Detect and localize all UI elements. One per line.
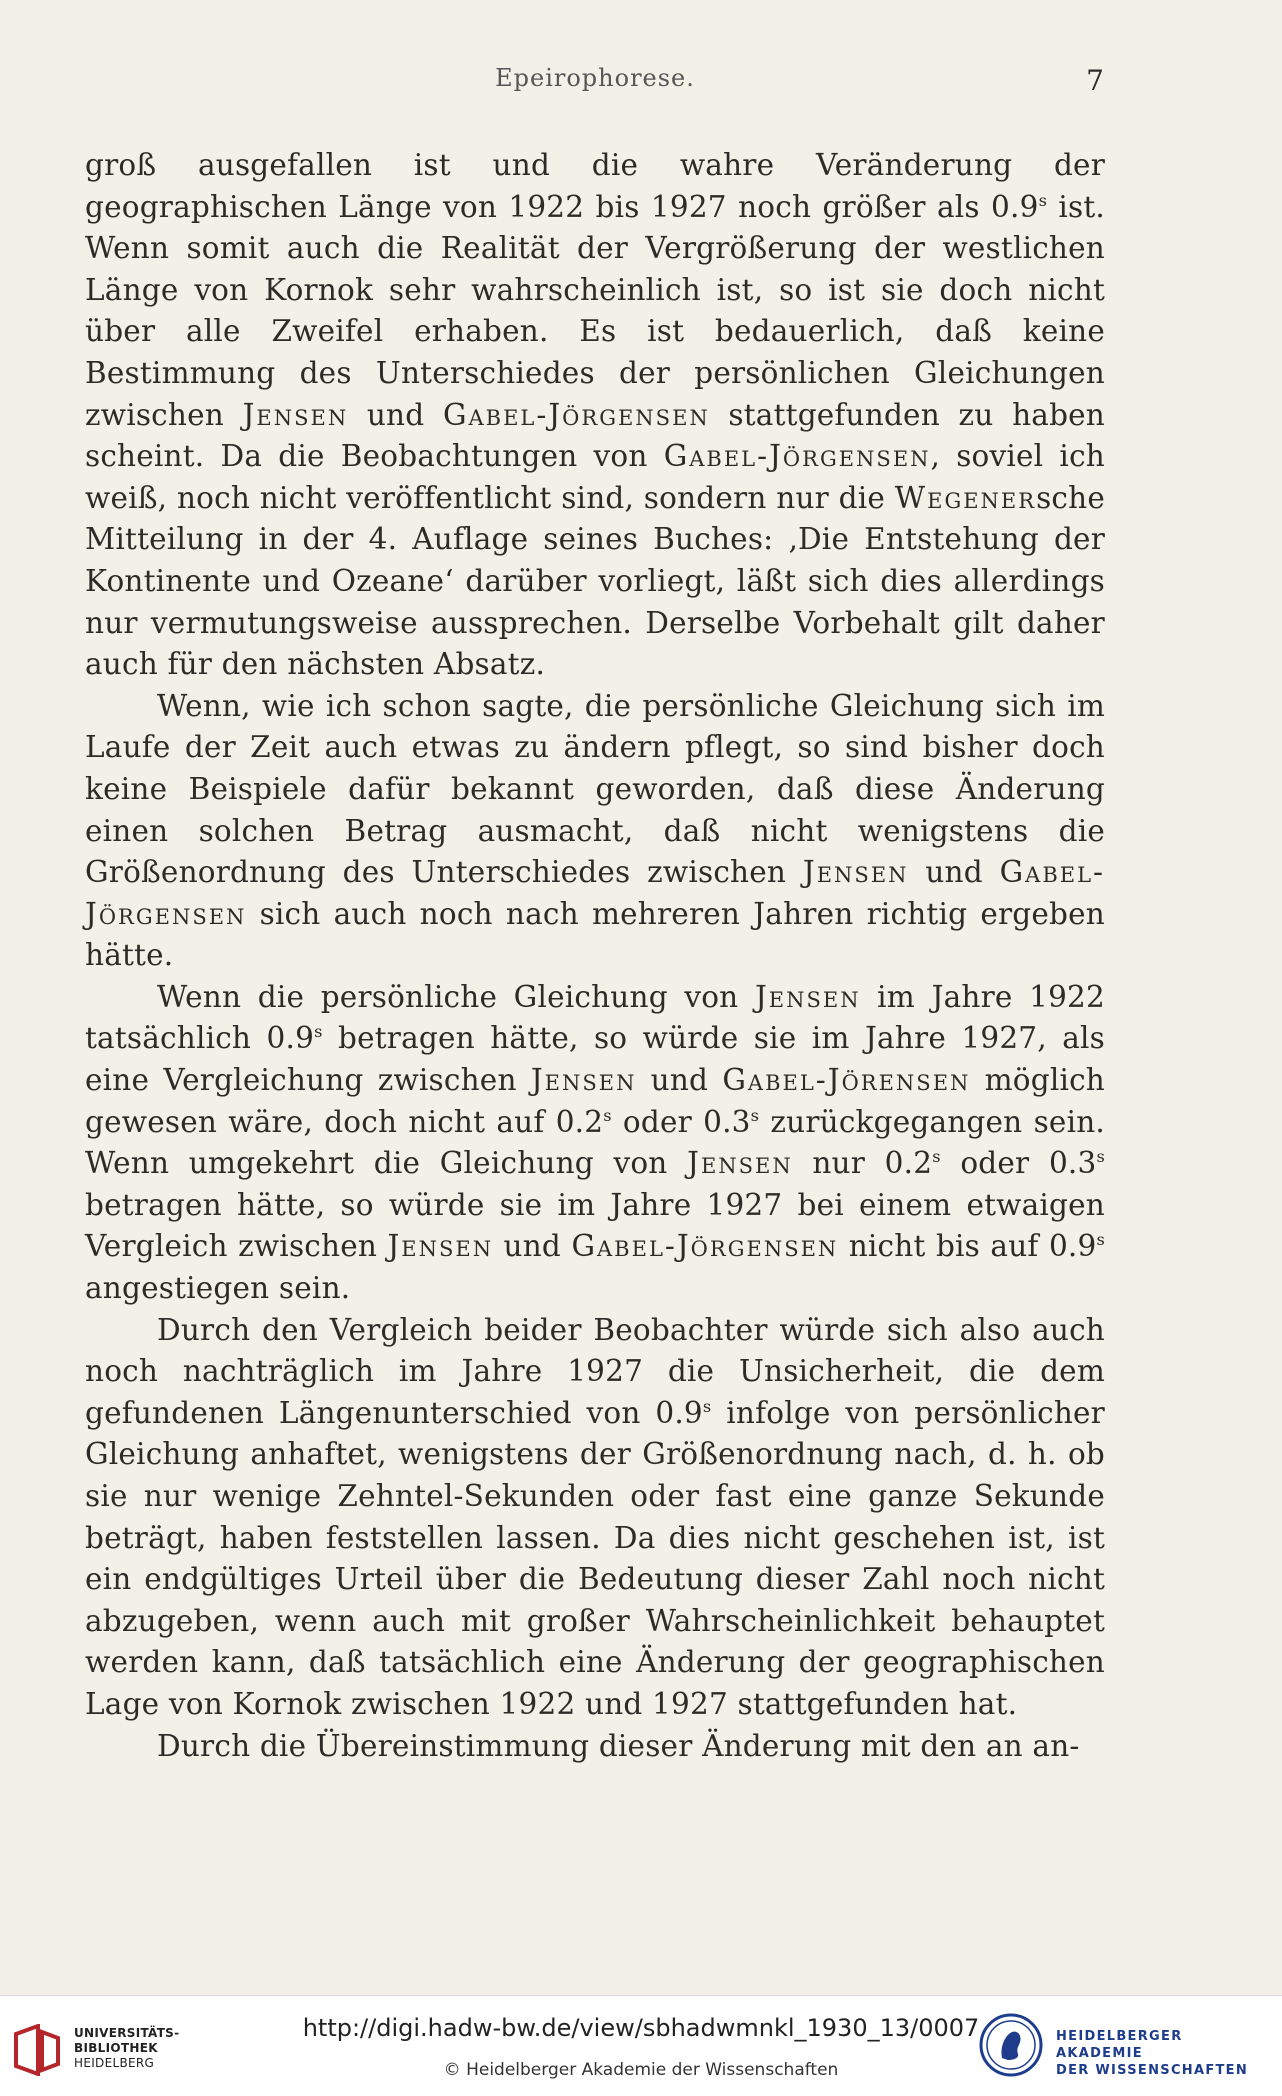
person-name: Jensen — [802, 855, 909, 890]
person-name: Jensen — [242, 397, 349, 432]
text-run: betragen hätte, so würde sie im Jahre 1927, als eine Vergleichung zwischen — [85, 1021, 1105, 1098]
text-run: Durch die Übereinstimmung dieser Änderung mit den an an- — [157, 1728, 1080, 1763]
seconds-superscript: s — [750, 1105, 760, 1125]
text-run: infolge von persönlicher Gleichung anhaftet, wenigstens der Größenordnung nach, d. h. ob sie nur wenige Zehntel-Sekunden oder fast eine ganze Sekunde beträgt, haben feststellen lassen. Da dies nicht geschehen ist, ist ein endgültiges Urteil über die Bedeutung dieser Zahl noch nicht abzugeben, wenn auch mit großer Wahrscheinlichkeit behauptet werden kann, daß tatsächlich eine Änderung der geographischen Lage von Kornok zwischen 1922 und 1927 stattgefunden hat. — [85, 1395, 1105, 1721]
text-run: stattgefunden zu haben scheint. Da die Beobachtungen von — [85, 397, 1106, 474]
seconds-superscript: s — [1096, 1230, 1106, 1250]
seconds-superscript: s — [603, 1105, 612, 1125]
text-run: und — [908, 855, 1000, 890]
academy-logo[interactable] — [978, 2008, 1268, 2084]
viewer-footer — [0, 1995, 1282, 2096]
person-name: Jensen — [754, 979, 861, 1014]
academy-logo-line: DER WISSENSCHAFTEN — [1056, 2063, 1249, 2078]
text-run: oder 0.3 — [611, 1104, 751, 1139]
permalink-url[interactable]: http://digi.hadw-bw.de/view/sbhadwmnkl_1930_13/0007 — [302, 2014, 980, 2042]
person-name: Jensen — [687, 1146, 793, 1181]
library-logo-line: BIBLIOTHEK — [74, 2041, 158, 2055]
seconds-superscript: s — [932, 1147, 941, 1167]
copyright-notice: © Heidelberger Akademie der Wissenschaften — [443, 2060, 839, 2080]
text-run: im Jahre 1922 tatsächlich 0.9 — [85, 979, 1105, 1056]
seconds-superscript: s — [314, 1022, 323, 1042]
library-logo-line: UNIVERSITÄTS- — [74, 2026, 180, 2040]
text-run: groß ausgefallen ist und die wahre Veränderung der geographischen Länge von 1922 bis 1927 noch größer als 0.9 — [85, 148, 1105, 224]
paragraph — [85, 686, 1105, 977]
text-run: möglich gewesen wäre, doch nicht auf 0.2 — [85, 1063, 1106, 1139]
text-run: betragen hätte, so würde sie im Jahre 1927 bei einem etwaigen Vergleich zwischen — [85, 1187, 1105, 1264]
text-run: oder 0.3 — [940, 1146, 1097, 1181]
body-text — [85, 145, 1105, 1767]
paragraph — [85, 1310, 1105, 1726]
person-name: Gabel-Jörensen — [722, 1063, 971, 1098]
running-title: Epeirophorese. — [495, 64, 695, 92]
person-name: Gabel-Jörgensen — [85, 855, 1105, 931]
text-run: und — [493, 1229, 572, 1264]
text-run: ist. Wenn somit auch die Realität der Vergrößerung der westlichen Länge von Kornok sehr wahrscheinlich ist, so ist sie doch nicht über alle Zweifel erhaben. Es ist bedauerlich, daß keine Bestimmung des Unterschiedes der persönlichen Gleichungen zwischen — [85, 189, 1106, 432]
text-run: Wenn die persönliche Gleichung von — [157, 979, 755, 1014]
paragraph — [85, 1726, 1105, 1768]
person-name: Jensen — [387, 1229, 494, 1264]
text-run: zurückgegangen sein. Wenn umgekehrt die Gleichung von — [85, 1104, 1105, 1181]
person-name: Gabel-Jörgensen — [663, 439, 931, 474]
text-run: nur 0.2 — [792, 1146, 933, 1181]
hadw-seal-logo-icon — [978, 2012, 1044, 2078]
page-number: 7 — [1086, 64, 1105, 97]
library-logo-line: HEIDELBERG — [74, 2056, 155, 2070]
academy-logo-text — [1056, 2028, 1268, 2079]
seconds-superscript: s — [1096, 1147, 1105, 1167]
paragraph — [85, 977, 1105, 1310]
person-name: Wegener — [894, 480, 1037, 515]
running-header — [85, 64, 1105, 104]
person-name: Gabel-Jörgensen — [442, 397, 710, 432]
paragraph — [85, 145, 1105, 686]
text-run: , soviel ich weiß, noch nicht veröffentlicht sind, sondern nur die — [85, 439, 1105, 515]
text-run: angestiegen sein. — [85, 1271, 351, 1306]
text-run: nicht bis auf 0.9 — [838, 1229, 1097, 1264]
text-run: sche Mitteilung in der 4. Auflage seines Buches: ‚Die Entstehung der Kontinente und Ozeane‘ darüber vorliegt, läßt sich dies allerdings nur vermutungsweise aussprechen. Derselbe Vorbehalt gilt daher auch für den nächsten Absatz. — [85, 480, 1105, 682]
person-name: Jensen — [530, 1063, 637, 1098]
academy-logo-line: HEIDELBERGER AKADEMIE — [1056, 2029, 1183, 2061]
seconds-superscript: s — [1038, 190, 1048, 210]
text-run: Wenn, wie ich schon sagte, die persönliche Gleichung sich im Laufe der Zeit auch etwas zu ändern pflegt, so sind bisher doch keine Beispiele dafür bekannt geworden, daß diese Änderung einen solchen Betrag ausmacht, daß nicht wenigstens die Größenordnung des Unterschiedes zwischen — [85, 688, 1105, 890]
seconds-superscript: s — [702, 1396, 712, 1416]
text-run: sich auch noch nach mehreren Jahren richtig ergeben hätte. — [85, 896, 1105, 973]
person-name: Gabel-Jörgensen — [571, 1229, 839, 1264]
text-run: und — [636, 1063, 723, 1098]
text-run: Durch den Vergleich beider Beobachter würde sich also auch noch nachträglich im Jahre 1927 die Unsicherheit, die dem gefundenen Längenunterschied von 0.9 — [85, 1312, 1105, 1430]
text-run: und — [348, 397, 443, 432]
